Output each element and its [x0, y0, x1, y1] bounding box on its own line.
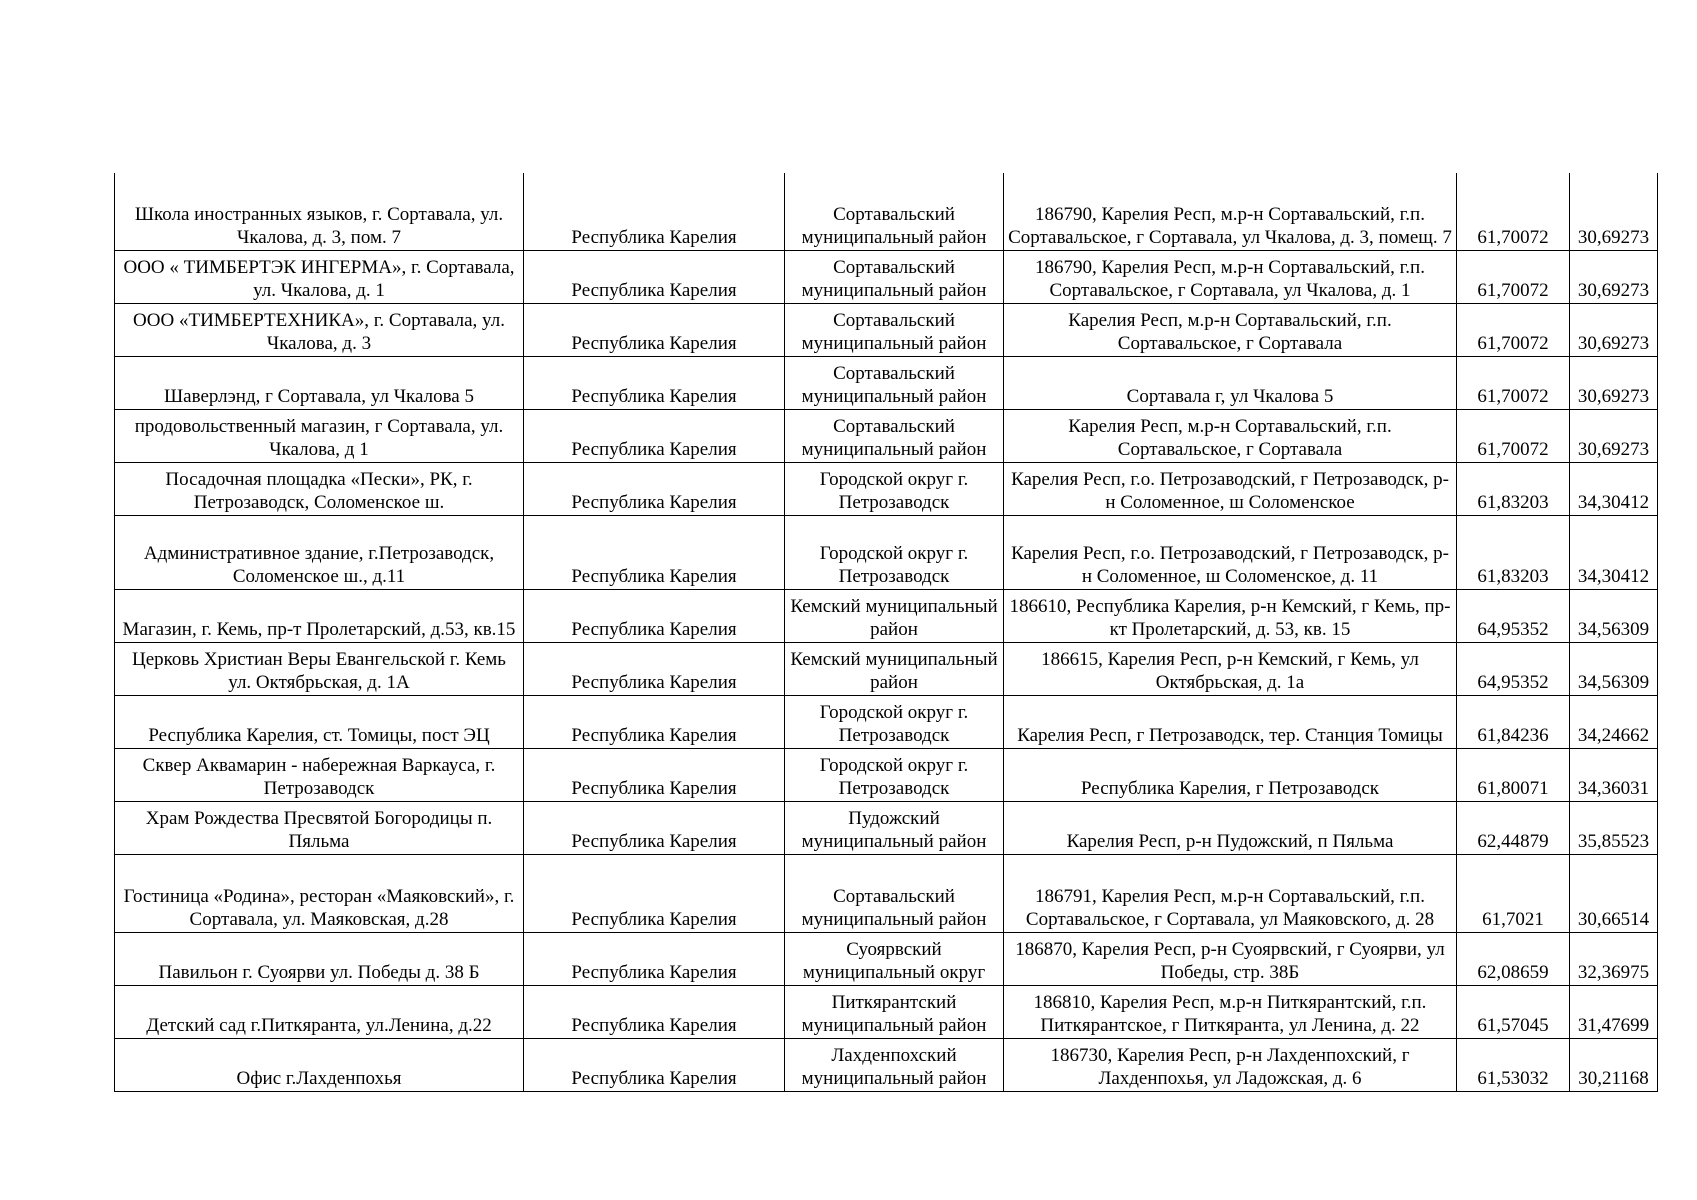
table-row — [115, 748, 1658, 801]
cell-name: ООО « ТИМБЕРТЭК ИНГЕРМА», г. Сортавала, ул. Чкалова, д. 1 — [115, 250, 524, 303]
cell-district: Пудожский муниципальный район — [785, 801, 1004, 854]
cell-address: Карелия Респ, р-н Пудожский, п Пяльма — [1004, 801, 1457, 854]
cell-address: Карелия Респ, г Петрозаводск, тер. Станция Томицы — [1004, 695, 1457, 748]
cell-latitude: 61,70072 — [1457, 356, 1570, 409]
table-row — [115, 589, 1658, 642]
cell-latitude: 61,70072 — [1457, 409, 1570, 462]
cell-address: 186870, Карелия Респ, р-н Суоярвский, г Суоярви, ул Победы, стр. 38Б — [1004, 932, 1457, 985]
cell-longitude: 30,69273 — [1570, 303, 1658, 356]
cell-longitude: 34,30412 — [1570, 462, 1658, 515]
cell-address: Республика Карелия, г Петрозаводск — [1004, 748, 1457, 801]
cell-address: 186615, Карелия Респ, р-н Кемский, г Кемь, ул Октябрьская, д. 1а — [1004, 642, 1457, 695]
cell-region: Республика Карелия — [524, 932, 785, 985]
cell-longitude: 30,21168 — [1570, 1038, 1658, 1091]
cell-name: ООО «ТИМБЕРТЕХНИКА», г. Сортавала, ул. Чкалова, д. 3 — [115, 303, 524, 356]
cell-region: Республика Карелия — [524, 515, 785, 589]
cell-latitude: 64,95352 — [1457, 589, 1570, 642]
cell-address: Карелия Респ, г.о. Петрозаводский, г Петрозаводск, р-н Соломенное, ш Соломенское, д. 11 — [1004, 515, 1457, 589]
cell-latitude: 64,95352 — [1457, 642, 1570, 695]
cell-latitude: 61,83203 — [1457, 515, 1570, 589]
table-row — [115, 515, 1658, 589]
cell-name: Храм Рождества Пресвятой Богородицы п. Пяльма — [115, 801, 524, 854]
cell-name: Республика Карелия, ст. Томицы, пост ЭЦ — [115, 695, 524, 748]
table-row — [115, 462, 1658, 515]
cell-name: Павильон г. Суоярви ул. Победы д. 38 Б — [115, 932, 524, 985]
cell-name: Сквер Аквамарин - набережная Варкауса, г. Петрозаводск — [115, 748, 524, 801]
cell-longitude: 34,56309 — [1570, 589, 1658, 642]
cell-name: Гостиница «Родина», ресторан «Маяковский», г. Сортавала, ул. Маяковская, д.28 — [115, 854, 524, 932]
cell-address: 186791, Карелия Респ, м.р-н Сортавальский, г.п. Сортавальское, г Сортавала, ул Маяковского, д. 28 — [1004, 854, 1457, 932]
locations-table — [114, 173, 1658, 1092]
cell-region: Республика Карелия — [524, 303, 785, 356]
cell-address: Сортавала г, ул Чкалова 5 — [1004, 356, 1457, 409]
cell-name: Школа иностранных языков, г. Сортавала, ул. Чкалова, д. 3, пом. 7 — [115, 173, 524, 250]
cell-district: Городской округ г. Петрозаводск — [785, 695, 1004, 748]
cell-district: Сортавальский муниципальный район — [785, 303, 1004, 356]
cell-region: Республика Карелия — [524, 801, 785, 854]
cell-longitude: 34,30412 — [1570, 515, 1658, 589]
cell-district: Городской округ г. Петрозаводск — [785, 515, 1004, 589]
cell-longitude: 35,85523 — [1570, 801, 1658, 854]
cell-district: Лахденпохский муниципальный район — [785, 1038, 1004, 1091]
cell-region: Республика Карелия — [524, 409, 785, 462]
cell-district: Суоярвский муниципальный округ — [785, 932, 1004, 985]
cell-longitude: 34,36031 — [1570, 748, 1658, 801]
cell-longitude: 30,69273 — [1570, 356, 1658, 409]
table-row — [115, 1038, 1658, 1091]
cell-latitude: 61,80071 — [1457, 748, 1570, 801]
cell-longitude: 34,24662 — [1570, 695, 1658, 748]
cell-district: Кемский муниципальный район — [785, 642, 1004, 695]
table-row — [115, 173, 1658, 250]
cell-latitude: 62,08659 — [1457, 932, 1570, 985]
cell-longitude: 34,56309 — [1570, 642, 1658, 695]
cell-address: 186810, Карелия Респ, м.р-н Питкярантский, г.п. Питкярантское, г Питкяранта, ул Ленина, д. 22 — [1004, 985, 1457, 1038]
cell-region: Республика Карелия — [524, 695, 785, 748]
cell-region: Республика Карелия — [524, 642, 785, 695]
table-row — [115, 642, 1658, 695]
cell-latitude: 61,83203 — [1457, 462, 1570, 515]
cell-region: Республика Карелия — [524, 462, 785, 515]
cell-region: Республика Карелия — [524, 985, 785, 1038]
table-row — [115, 854, 1658, 932]
cell-latitude: 61,70072 — [1457, 250, 1570, 303]
cell-district: Кемский муниципальный район — [785, 589, 1004, 642]
cell-latitude: 61,7021 — [1457, 854, 1570, 932]
cell-latitude: 61,70072 — [1457, 173, 1570, 250]
cell-name: Магазин, г. Кемь, пр-т Пролетарский, д.53, кв.15 — [115, 589, 524, 642]
cell-district: Городской округ г. Петрозаводск — [785, 462, 1004, 515]
table-row — [115, 303, 1658, 356]
cell-district: Сортавальский муниципальный район — [785, 854, 1004, 932]
cell-address: 186790, Карелия Респ, м.р-н Сортавальский, г.п. Сортавальское, г Сортавала, ул Чкалова, д. 3, помещ. 7 — [1004, 173, 1457, 250]
cell-latitude: 61,84236 — [1457, 695, 1570, 748]
cell-district: Сортавальский муниципальный район — [785, 356, 1004, 409]
cell-longitude: 30,69273 — [1570, 173, 1658, 250]
table-row — [115, 801, 1658, 854]
cell-district: Городской округ г. Петрозаводск — [785, 748, 1004, 801]
table-row — [115, 695, 1658, 748]
cell-address: 186730, Карелия Респ, р-н Лахденпохский, г Лахденпохья, ул Ладожская, д. 6 — [1004, 1038, 1457, 1091]
cell-district: Сортавальский муниципальный район — [785, 250, 1004, 303]
table-row — [115, 985, 1658, 1038]
cell-region: Республика Карелия — [524, 589, 785, 642]
cell-district: Сортавальский муниципальный район — [785, 173, 1004, 250]
cell-longitude: 31,47699 — [1570, 985, 1658, 1038]
cell-region: Республика Карелия — [524, 1038, 785, 1091]
cell-region: Республика Карелия — [524, 356, 785, 409]
cell-address: Карелия Респ, м.р-н Сортавальский, г.п. Сортавальское, г Сортавала — [1004, 409, 1457, 462]
cell-district: Питкярантский муниципальный район — [785, 985, 1004, 1038]
table-row — [115, 409, 1658, 462]
cell-address: Карелия Респ, г.о. Петрозаводский, г Петрозаводск, р-н Соломенное, ш Соломенское — [1004, 462, 1457, 515]
cell-name: Административное здание, г.Петрозаводск, Соломенское ш., д.11 — [115, 515, 524, 589]
cell-region: Республика Карелия — [524, 854, 785, 932]
cell-address: Карелия Респ, м.р-н Сортавальский, г.п. Сортавальское, г Сортавала — [1004, 303, 1457, 356]
cell-latitude: 61,70072 — [1457, 303, 1570, 356]
cell-latitude: 61,53032 — [1457, 1038, 1570, 1091]
cell-longitude: 30,69273 — [1570, 250, 1658, 303]
cell-address: 186610, Республика Карелия, р-н Кемский, г Кемь, пр-кт Пролетарский, д. 53, кв. 15 — [1004, 589, 1457, 642]
table-row — [115, 250, 1658, 303]
cell-region: Республика Карелия — [524, 173, 785, 250]
cell-latitude: 61,57045 — [1457, 985, 1570, 1038]
cell-longitude: 30,69273 — [1570, 409, 1658, 462]
cell-region: Республика Карелия — [524, 250, 785, 303]
cell-longitude: 30,66514 — [1570, 854, 1658, 932]
table-row — [115, 932, 1658, 985]
cell-name: Церковь Христиан Веры Евангельской г. Кемь ул. Октябрьская, д. 1А — [115, 642, 524, 695]
cell-name: Офис г.Лахденпохья — [115, 1038, 524, 1091]
cell-name: Шаверлэнд, г Сортавала, ул Чкалова 5 — [115, 356, 524, 409]
cell-name: Посадочная площадка «Пески», РК, г. Петрозаводск, Соломенское ш. — [115, 462, 524, 515]
table-row — [115, 356, 1658, 409]
cell-region: Республика Карелия — [524, 748, 785, 801]
cell-longitude: 32,36975 — [1570, 932, 1658, 985]
cell-name: Детский сад г.Питкяранта, ул.Ленина, д.22 — [115, 985, 524, 1038]
cell-latitude: 62,44879 — [1457, 801, 1570, 854]
cell-district: Сортавальский муниципальный район — [785, 409, 1004, 462]
cell-name: продовольственный магазин, г Сортавала, ул. Чкалова, д 1 — [115, 409, 524, 462]
table-body — [115, 173, 1658, 1091]
cell-address: 186790, Карелия Респ, м.р-н Сортавальский, г.п. Сортавальское, г Сортавала, ул Чкалова, д. 1 — [1004, 250, 1457, 303]
